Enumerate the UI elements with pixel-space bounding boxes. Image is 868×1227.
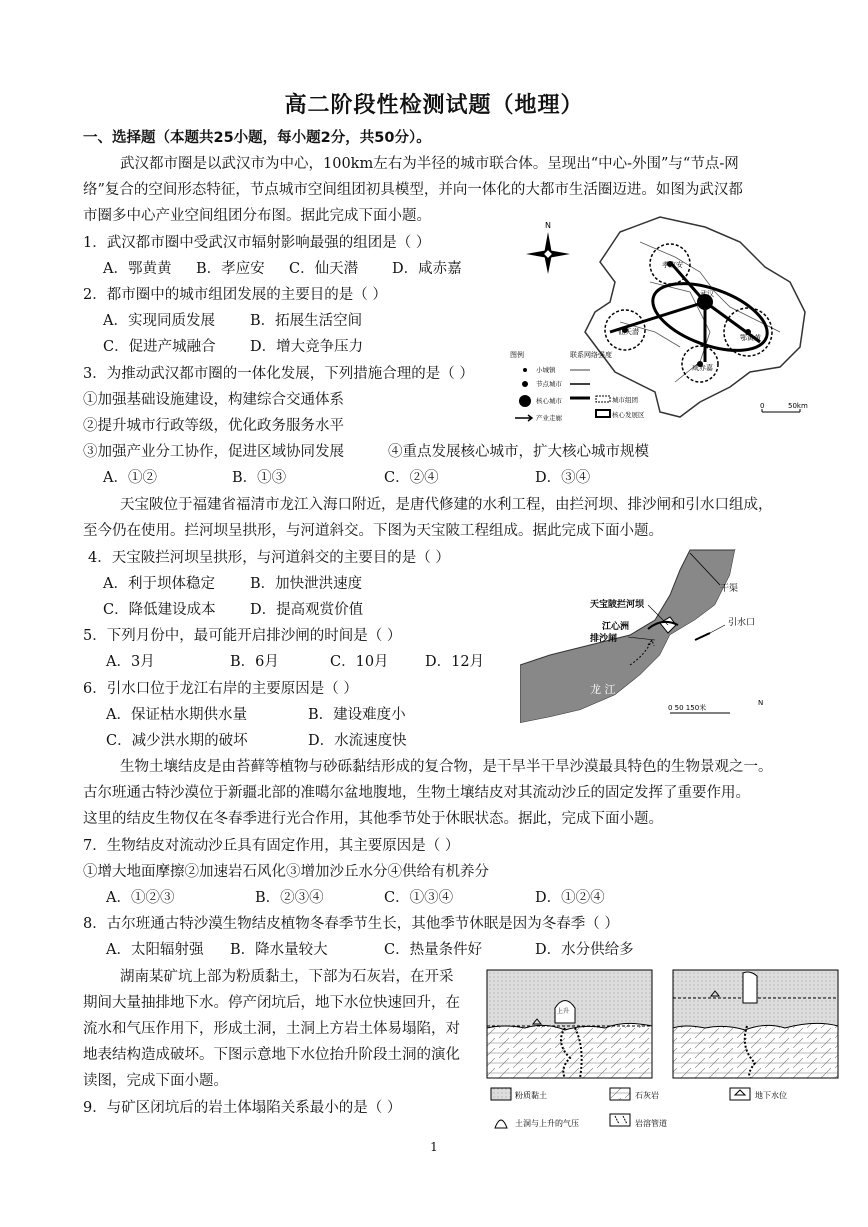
question-6-stem: 6．引水口位于龙江右岸的主要原因是（ ）: [83, 681, 358, 697]
map1-label-xiantianqian: 仙天潜: [618, 328, 639, 336]
soil-cave-stage-1: [487, 970, 652, 1078]
map1-label-ehuanghuang: 鄂黄黄: [740, 334, 761, 342]
map1-label-xiaoyingan: 孝应安: [662, 261, 683, 269]
q2-option-b: B．拓展生活空间: [250, 313, 363, 329]
q1-option-b: B．孝应安: [196, 261, 265, 277]
legend-karst-pipe: 岩溶管道: [635, 1119, 667, 1128]
q5-option-c: C．10月: [330, 654, 389, 670]
section-heading: 一、选择题（本题共25小题，每小题2分，共50分）。: [83, 130, 431, 146]
passage-2-line-1: 天宝陂位于福建省福清市龙江入海口附近，是唐代修建的水利工程，由拦河坝、排沙闸和引水口组成，: [120, 497, 773, 513]
q7-statements: ①增大地面摩擦②加速岩石风化③增加沙丘水分④供给有机养分: [83, 864, 489, 880]
soil-cave-stage-2: [673, 970, 838, 1078]
legend-groundwater: 地下水位: [755, 1091, 787, 1100]
passage-4-line-2: 期间大量抽排地下水。停产闭坑后，地下水位快速回升，在: [83, 995, 460, 1011]
svg-text:小城镇: 小城镇: [536, 366, 556, 374]
svg-text:图例: 图例: [510, 351, 524, 359]
q3-option-b: B．①③: [232, 470, 287, 486]
q3-option-c: C．②④: [384, 470, 439, 486]
legend-limestone: 石灰岩: [635, 1091, 659, 1100]
map2-label-main-canal: 干渠: [720, 584, 739, 594]
q1-option-c: C．仙天潜: [289, 261, 359, 277]
map2-label-sluice: 排沙闸: [590, 634, 618, 644]
map1-scale-zero: 0: [760, 402, 765, 410]
map2-label-intake: 引水口: [728, 618, 756, 628]
passage-4-line-4: 地表结构造成破坏。下图示意地下水位抬升阶段土洞的演化: [83, 1047, 460, 1063]
question-4-stem: 4．天宝陂拦河坝呈拱形，与河道斜交的主要目的是（ ）: [88, 550, 450, 566]
north-arrow-icon: [526, 221, 570, 274]
page-title: 高二阶段性检测试题（地理）: [284, 93, 584, 118]
legend-soil-cave: 土洞与上升的气压: [515, 1119, 579, 1128]
passage-4-line-5: 读图，完成下面小题。: [83, 1073, 228, 1089]
q6-option-a: A．保证枯水期供水量: [106, 707, 247, 723]
q6-option-c: C．减少洪水期的破坏: [106, 733, 248, 749]
soil-cave-diagram: [485, 968, 840, 1133]
q1-option-d: D．咸赤嘉: [392, 261, 462, 277]
passage-4-line-1: 湖南某矿坑上部为粉质黏土，下部为石灰岩，在开采: [120, 969, 454, 985]
wuhan-metro-map: [500, 212, 840, 430]
q5-option-a: A．3月: [106, 654, 155, 670]
q4-option-b: B．加快泄洪速度: [250, 576, 363, 592]
question-5-stem: 5．下列月份中，最可能开启排沙闸的时间是（ ）: [83, 628, 402, 644]
svg-text:N: N: [545, 221, 551, 230]
q2-option-d: D．增大竞争压力: [250, 339, 364, 355]
map2-scale-bar: 0 50 150米: [668, 704, 707, 712]
svg-text:节点城市: 节点城市: [536, 380, 562, 388]
q3-option-a: A．①②: [103, 470, 157, 486]
q8-option-d: D．水分供给多: [535, 942, 634, 958]
svg-text:联系网络强度: 联系网络强度: [570, 351, 612, 359]
passage-3-line-2: 古尔班通古特沙漠位于新疆北部的准噶尔盆地腹地，生物土壤结皮对其流动沙丘的固定发挥了重要作用。: [83, 785, 750, 801]
passage-4-line-3: 流水和气压作用下，形成土洞，土洞上方岩土体易塌陷，对: [83, 1021, 460, 1037]
question-2-stem: 2．都市圈中的城市组团发展的主要目的是（ ）: [83, 287, 387, 303]
stage-1-rise-label: 上升: [557, 1008, 570, 1015]
map1-label-xianchijia: 咸赤嘉: [692, 364, 713, 372]
q3-statement-4: ④重点发展核心城市，扩大核心城市规模: [388, 444, 649, 460]
question-7-stem: 7．生物结皮对流动沙丘具有固定作用，其主要原因是（ ）: [83, 838, 460, 854]
q3-option-d: D．③④: [535, 470, 591, 486]
q4-option-c: C．降低建设成本: [103, 602, 216, 618]
q3-statement-1: ①加强基础设施建设，构建综合交通体系: [83, 392, 344, 408]
soil-cave-legend: [491, 1088, 787, 1128]
svg-text:城市组团: 城市组团: [612, 396, 638, 404]
q7-option-d: D．①②④: [535, 890, 605, 906]
legend-silty-clay: 粉质黏土: [515, 1091, 547, 1100]
q8-option-a: A．太阳辐射强: [106, 942, 204, 958]
map1-scale-bar: 50km: [788, 402, 808, 410]
q8-option-b: B．降水量较大: [230, 942, 328, 958]
svg-text:核心城市: 核心城市: [536, 397, 562, 405]
question-9-stem: 9．与矿区闭坑后的岩土体塌陷关系最小的是（ ）: [83, 1100, 402, 1116]
q5-option-b: B．6月: [230, 654, 279, 670]
q3-statement-2: ②提升城市行政等级，优化政务服务水平: [83, 418, 344, 434]
passage-2-line-2: 至今仍在使用。拦河坝呈拱形，与河道斜交。下图为天宝陂工程组成。据此完成下面小题。: [83, 523, 663, 539]
q6-option-d: D．水流速度快: [308, 733, 407, 749]
q5-option-d: D．12月: [425, 654, 485, 670]
q7-option-b: B．②③④: [255, 890, 324, 906]
tianbao-weir-map: [520, 545, 770, 725]
q7-option-c: C．①③④: [384, 890, 454, 906]
passage-1-line-1: 武汉都市圈是以武汉市为中心，100km左右为半径的城市联合体。呈现出“中心-外围”与“节点-网: [120, 156, 739, 172]
svg-text:产业走廊: 产业走廊: [536, 414, 562, 422]
q2-option-a: A．实现同质发展: [103, 313, 215, 329]
passage-3-line-3: 这里的结皮生物仅在冬春季进行光合作用，其他季节处于休眠状态。据此，完成下面小题。: [83, 811, 663, 827]
map2-label-weir: 天宝陂拦河坝: [590, 600, 645, 610]
map2-label-river: 龙 江: [590, 683, 616, 696]
passage-3-line-1: 生物土壤结皮是由苔藓等植物与砂砾黏结形成的复合物，是干旱半干旱沙漠最具特色的生物景观之一。: [120, 759, 773, 775]
q4-option-d: D．提高观赏价值: [250, 602, 364, 618]
q8-option-c: C．热量条件好: [384, 942, 483, 958]
soil-cave-legend-icon: [495, 1120, 507, 1128]
q6-option-b: B．建设难度小: [308, 707, 406, 723]
map2-label-islet: 江心洲: [602, 622, 630, 632]
page-number: 1: [430, 1140, 438, 1154]
q7-option-a: A．①②③: [106, 890, 175, 906]
passage-1-line-2: 络”复合的空间形态特征，节点城市空间组团初具模型，并向一体化的大都市生活圈迈进。如图为武汉都: [83, 182, 743, 198]
svg-text:核心发展区: 核心发展区: [612, 411, 645, 419]
question-3-stem: 3．为推动武汉都市圈的一体化发展，下列措施合理的是（ ）: [83, 366, 474, 382]
q4-option-a: A．利于坝体稳定: [103, 576, 215, 592]
map2-north-icon: N: [758, 699, 764, 707]
q3-statement-3: ③加强产业分工协作，促进区域协同发展: [83, 444, 344, 460]
question-1-stem: 1．武汉都市圈中受武汉市辐射影响最强的组团是（ ）: [83, 235, 431, 251]
q2-option-c: C．促进产城融合: [103, 339, 216, 355]
question-8-stem: 8．古尔班通古特沙漠生物结皮植物冬春季节生长，其他季节休眠是因为冬春季（ ）: [83, 916, 619, 932]
q1-option-a: A．鄂黄黄: [103, 261, 172, 277]
map1-label-wuhan: 武汉: [700, 290, 714, 298]
passage-1-line-3: 市圈多中心产业空间组团分布图。据此完成下面小题。: [83, 208, 431, 224]
